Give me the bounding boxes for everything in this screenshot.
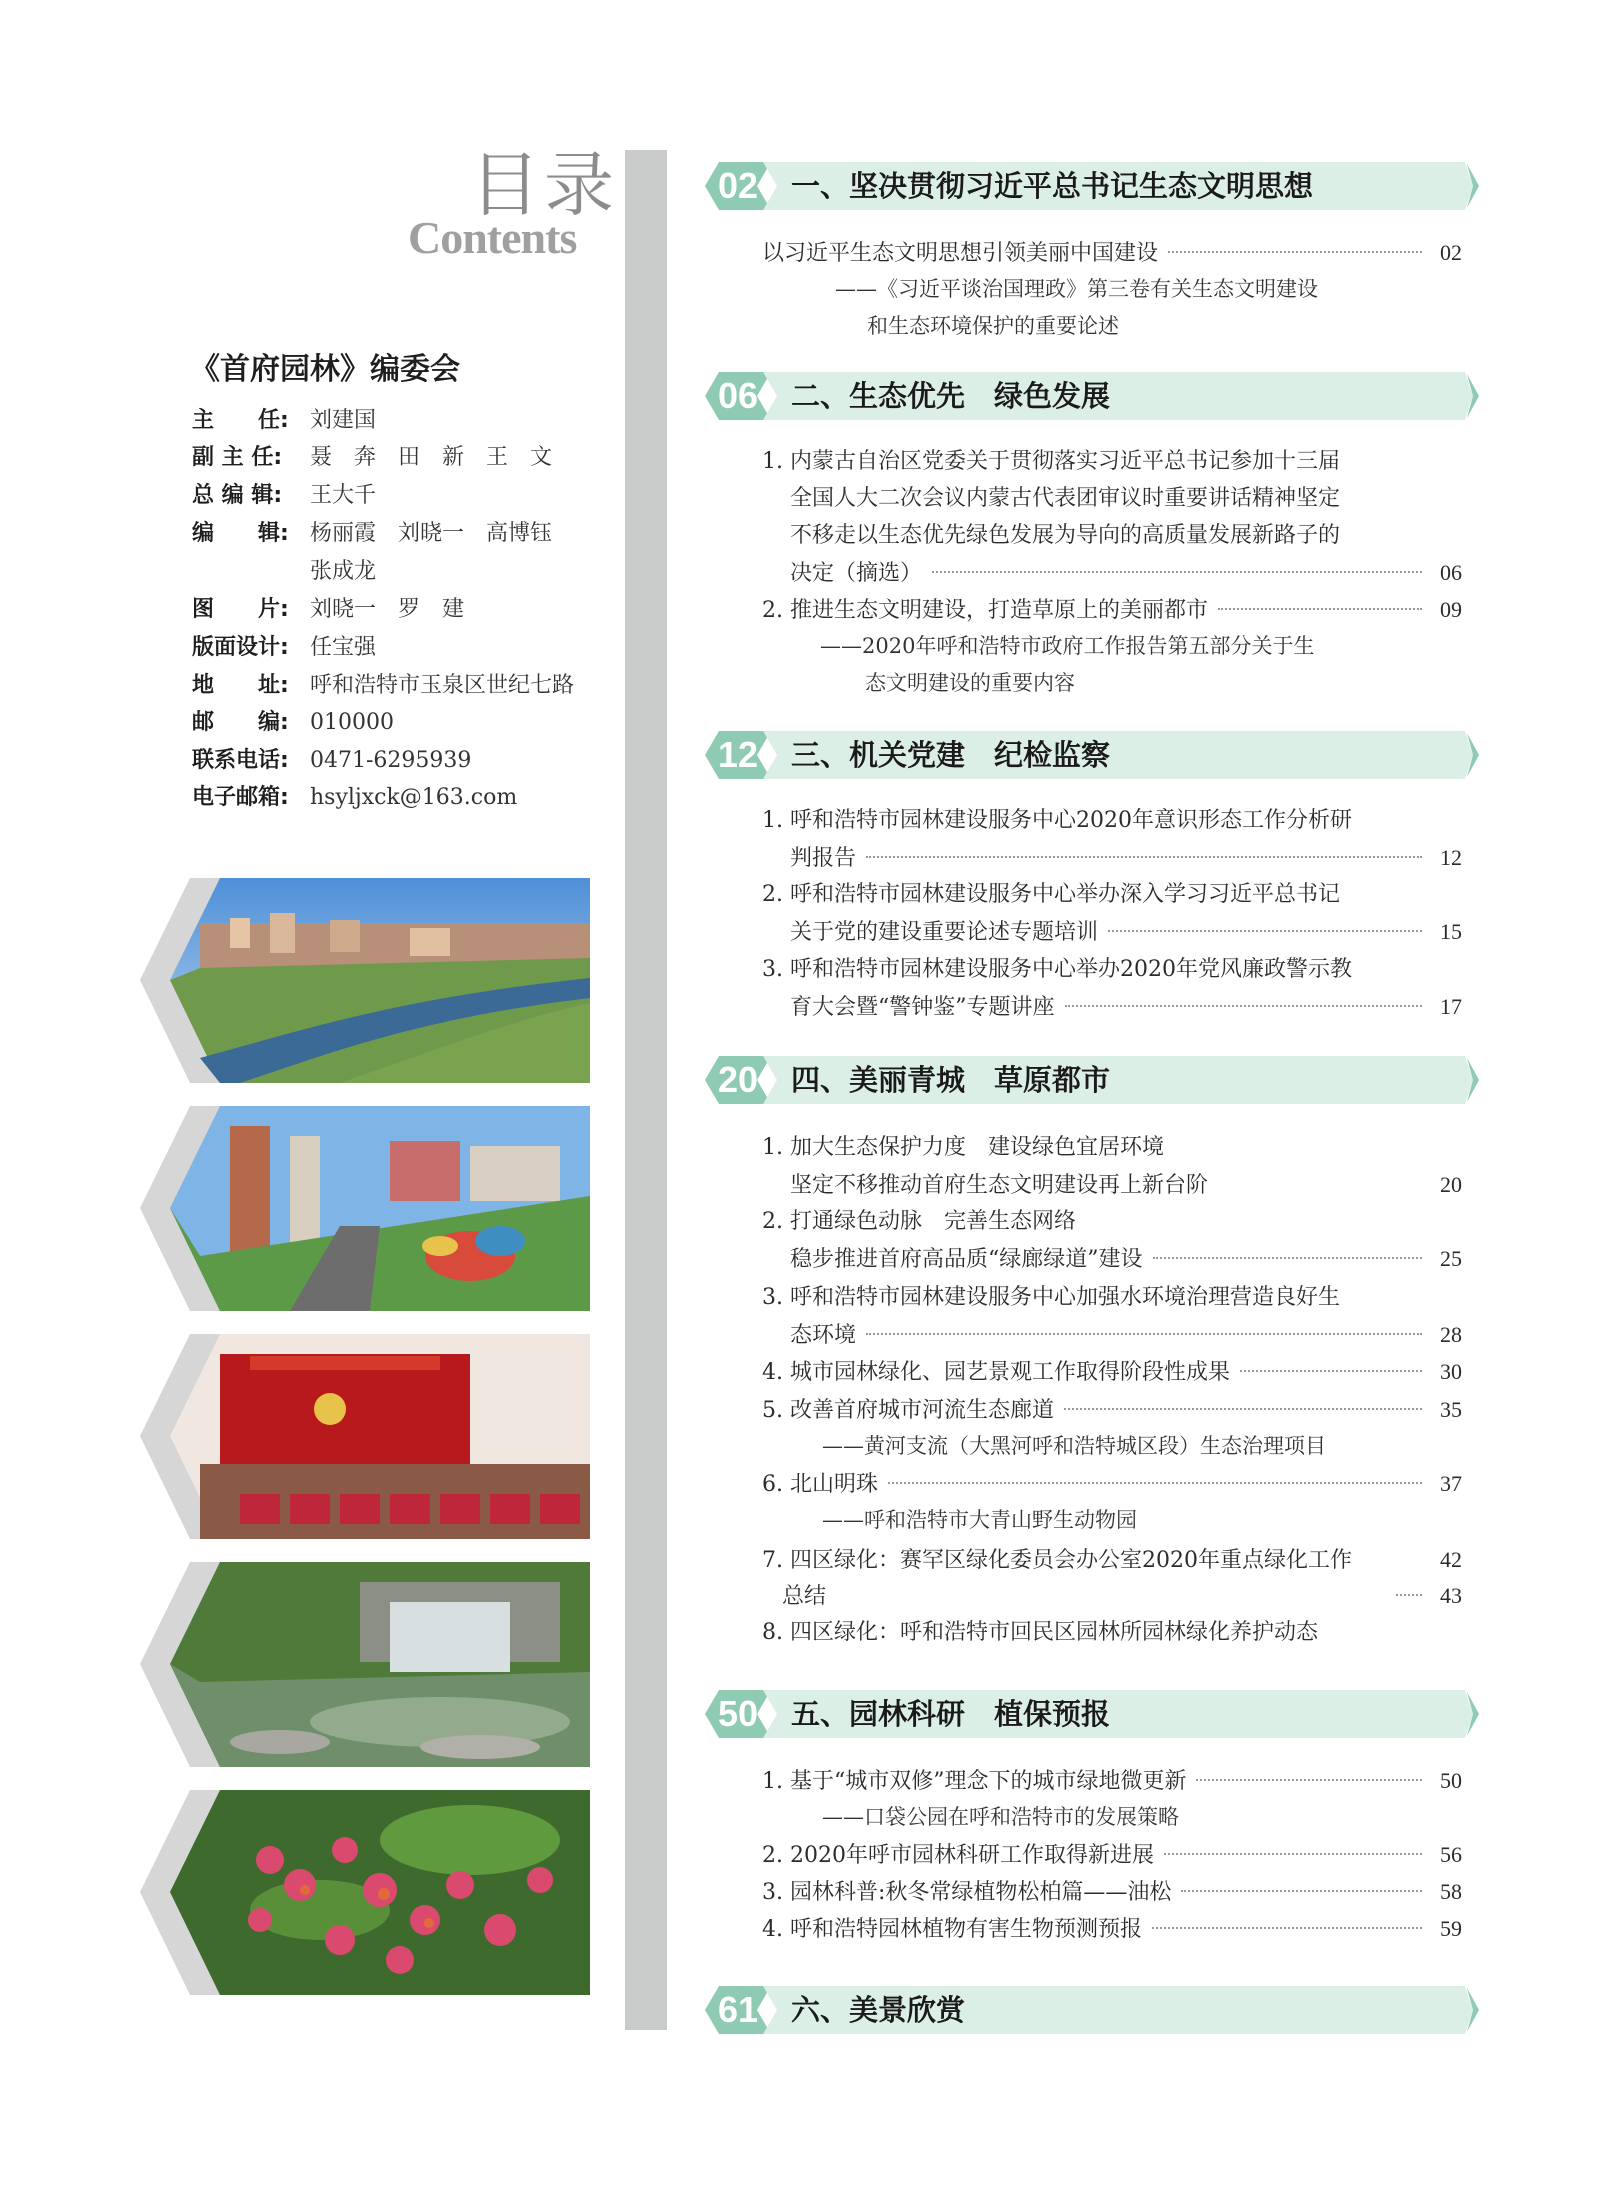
board-row: [192, 440, 552, 476]
entry-text: 总结: [782, 1584, 827, 1609]
toc-entry[interactable]: [762, 1762, 1462, 1799]
board-label: 总 编 辑:: [192, 483, 283, 508]
section-title: 六、美景欣赏: [791, 1993, 966, 2027]
entry-subtitle: 和生态环境保护的重要论述: [867, 314, 1119, 338]
toc-entry[interactable]: [762, 802, 1462, 876]
section-number: 61: [717, 1989, 759, 2030]
toc-entry[interactable]: [762, 234, 1462, 271]
entry-text: 4. 呼和浩特园林植物有害生物预测预报: [762, 1917, 1142, 1942]
toc-entry[interactable]: [762, 1873, 1462, 1910]
page-number: 43: [1440, 1583, 1462, 1608]
board-value: 刘晓一 罗 建: [310, 597, 465, 622]
entry-text: 关于党的建设重要论述专题培训: [790, 920, 1099, 945]
toc-entry[interactable]: [762, 1836, 1462, 1873]
board-value: hsyljxck@163.com: [310, 785, 518, 810]
entry-subtitle: ——2020年呼和浩特市政府工作报告第五部分关于生: [820, 634, 1315, 658]
column-divider: [625, 150, 667, 2030]
entry-text: 坚定不移推动首府生态文明建设再上新台阶: [790, 1173, 1209, 1198]
entry-text: 3. 园林科普:秋冬常绿植物松柏篇——油松: [762, 1880, 1172, 1905]
board-label: 版面设计:: [192, 635, 289, 660]
board-label: 主 任:: [192, 408, 289, 433]
leader-dots: [932, 571, 1422, 573]
entry-text: 1. 呼和浩特市园林建设服务中心2020年意识形态工作分析研: [762, 808, 1352, 833]
page-number: 02: [1440, 240, 1462, 265]
board-row: [192, 592, 464, 628]
red-berries-photo: [140, 1790, 590, 1995]
entry-text: 1. 加大生态保护力度 建设绿色宜居环境: [762, 1135, 1164, 1160]
section-header[interactable]: [705, 1056, 1485, 1104]
section-title: 一、坚决贯彻习近平总书记生态文明思想: [791, 169, 1314, 203]
leader-dots: [866, 856, 1422, 858]
page-number: 35: [1440, 1397, 1462, 1422]
entry-text: 以习近平生态文明思想引领美丽中国建设: [762, 241, 1159, 266]
toc-entry[interactable]: [762, 1391, 1462, 1428]
entry-subtitle: ——《习近平谈治国理政》第三卷有关生态文明建设: [835, 277, 1318, 301]
leader-dots: [1218, 608, 1422, 610]
toc-entry[interactable]: [762, 1465, 1462, 1502]
entry-text: 稳步推进首府高品质“绿廊绿道”建设: [790, 1247, 1143, 1272]
section-number: 06: [717, 375, 759, 416]
board-value: 任宝强: [310, 635, 377, 660]
entry-text: 2. 打通绿色动脉 完善生态网络: [762, 1209, 1076, 1234]
editorial-board-title: 《首府园林》编委会: [190, 352, 460, 387]
board-value: 杨丽霞 刘晓一 高博钰: [310, 521, 553, 546]
section-header[interactable]: [705, 372, 1485, 420]
board-row: [192, 403, 376, 439]
entry-text: 2. 呼和浩特市园林建设服务中心举办深入学习习近平总书记: [762, 882, 1340, 907]
section-number: 12: [717, 734, 759, 775]
page-number: 06: [1440, 560, 1462, 585]
entry-text: 全国人大二次会议内蒙古代表团审议时重要讲话精神坚定: [790, 486, 1341, 511]
page-number: 42: [1440, 1547, 1462, 1572]
waterfall-photo: [140, 1562, 590, 1767]
page-number: 12: [1440, 845, 1462, 870]
leader-dots: [1181, 1890, 1422, 1892]
entry-subtitle: ——呼和浩特市大青山野生动物园: [822, 1508, 1137, 1532]
entry-text: 8. 四区绿化：呼和浩特市回民区园林所园林绿化养护动态: [762, 1620, 1318, 1645]
entry-text: 态环境: [790, 1323, 857, 1348]
board-value: 0471-6295939: [310, 748, 472, 773]
section-number: 50: [717, 1693, 759, 1734]
street-park-photo: [140, 1106, 590, 1311]
board-row: [192, 705, 394, 741]
entry-text: 2. 2020年呼市园林科研工作取得新进展: [762, 1843, 1154, 1868]
section-title: 二、生态优先 绿色发展: [791, 379, 1111, 413]
page-number: 50: [1440, 1768, 1462, 1793]
leader-dots: [1064, 1408, 1422, 1410]
entry-text: 6. 北山明珠: [762, 1472, 878, 1497]
leader-dots: [888, 1482, 1422, 1484]
entry-text: 1. 内蒙古自治区党委关于贯彻落实习近平总书记参加十三届: [762, 449, 1340, 474]
leader-dots: [1164, 1853, 1422, 1855]
toc-entry[interactable]: [762, 1910, 1462, 1947]
board-row: [192, 630, 376, 666]
page-number: 59: [1440, 1916, 1462, 1941]
leader-dots: [1153, 1257, 1423, 1259]
board-label: 副 主 任:: [192, 445, 283, 470]
board-label: 联系电话:: [192, 748, 289, 773]
leader-dots: [1168, 251, 1422, 253]
page-number: 17: [1440, 994, 1462, 1019]
toc-entry[interactable]: [762, 1353, 1462, 1390]
page-number: 30: [1440, 1359, 1462, 1384]
page-number: 25: [1440, 1246, 1462, 1271]
entry-text: 3. 呼和浩特市园林建设服务中心加强水环境治理营造良好生: [762, 1285, 1340, 1310]
board-value: 刘建国: [310, 408, 377, 433]
page-title: 目录: [470, 144, 618, 226]
board-value: 王大千: [310, 483, 377, 508]
page-number: 20: [1440, 1172, 1462, 1197]
river-city-photo: [140, 878, 590, 1083]
board-label: 地 址:: [192, 673, 289, 698]
board-label: 图 片:: [192, 597, 289, 622]
entry-text: 2. 推进生态文明建设，打造草原上的美丽都市: [762, 598, 1208, 623]
section-title: 四、美丽青城 草原都市: [791, 1063, 1111, 1097]
board-label: 编 辑:: [192, 521, 289, 546]
toc-entry[interactable]: [762, 1541, 1462, 1578]
entry-text: 5. 改善首府城市河流生态廊道: [762, 1398, 1054, 1423]
toc-entry[interactable]: [762, 443, 1462, 591]
toc-entry[interactable]: [762, 876, 1462, 950]
entry-subtitle: ——黄河支流（大黑河呼和浩特城区段）生态治理项目: [822, 1434, 1326, 1458]
section-header[interactable]: [705, 1986, 1485, 2034]
board-value: 张成龙: [310, 559, 377, 584]
board-value: 聂 奔 田 新 王 文: [310, 445, 553, 470]
leader-dots: [1240, 1370, 1422, 1372]
leader-dots: [1362, 1558, 1422, 1560]
toc-entry[interactable]: [762, 1279, 1462, 1353]
board-label: 邮 编:: [192, 710, 289, 735]
page-number: 28: [1440, 1322, 1462, 1347]
board-row: [192, 516, 552, 552]
board-value: 010000: [310, 710, 394, 735]
section-number: 20: [717, 1059, 759, 1100]
board-row: [192, 478, 376, 514]
page-number: 37: [1440, 1471, 1462, 1496]
board-row: [192, 668, 574, 704]
entry-text: 不移走以生态优先绿色发展为导向的高质量发展新路子的: [790, 523, 1341, 548]
page-number: 09: [1440, 597, 1462, 622]
toc-entry[interactable]: [782, 1577, 1462, 1614]
toc-entry[interactable]: [762, 1129, 1462, 1203]
board-value: 呼和浩特市玉泉区世纪七路: [310, 673, 575, 698]
board-label: 电子邮箱:: [192, 785, 289, 810]
toc-entry[interactable]: [762, 1203, 1462, 1277]
meeting-hall-photo: [140, 1334, 590, 1539]
entry-text: 3. 呼和浩特市园林建设服务中心举办2020年党风廉政警示教: [762, 957, 1352, 982]
toc-entry[interactable]: [762, 591, 1462, 628]
entry-text: 决定（摘选）: [790, 561, 923, 586]
leader-dots: [1396, 1594, 1422, 1596]
page-number: 58: [1440, 1879, 1462, 1904]
leader-dots: [866, 1333, 1422, 1335]
section-header[interactable]: [705, 1690, 1485, 1738]
board-row: [192, 743, 471, 779]
leader-dots: [1065, 1005, 1423, 1007]
section-title: 五、园林科研 植保预报: [791, 1697, 1111, 1731]
toc-entry[interactable]: [762, 1614, 1462, 1651]
leader-dots: [1152, 1927, 1422, 1929]
entry-subtitle: 态文明建设的重要内容: [865, 671, 1075, 695]
page-subtitle: Contents: [408, 212, 577, 263]
section-title: 三、机关党建 纪检监察: [791, 738, 1111, 772]
leader-dots: [1108, 930, 1422, 932]
page-number: 15: [1440, 919, 1462, 944]
board-row: [192, 554, 376, 590]
section-number: 02: [717, 165, 759, 206]
entry-text: 4. 城市园林绿化、园艺景观工作取得阶段性成果: [762, 1360, 1230, 1385]
entry-text: 育大会暨“警钟鉴”专题讲座: [790, 995, 1055, 1020]
leader-dots: [1196, 1779, 1422, 1781]
entry-text: 1. 基于“城市双修”理念下的城市绿地微更新: [762, 1769, 1187, 1794]
entry-subtitle: ——口袋公园在呼和浩特市的发展策略: [822, 1805, 1179, 1829]
toc-entry[interactable]: [762, 951, 1462, 1025]
section-header[interactable]: [705, 731, 1485, 779]
leader-dots: [1218, 1183, 1422, 1185]
entry-text: 判报告: [790, 846, 857, 871]
board-row: [192, 780, 517, 816]
section-header[interactable]: [705, 162, 1485, 210]
entry-text: 7. 四区绿化：赛罕区绿化委员会办公室2020年重点绿化工作: [762, 1548, 1352, 1573]
page-number: 56: [1440, 1842, 1462, 1867]
